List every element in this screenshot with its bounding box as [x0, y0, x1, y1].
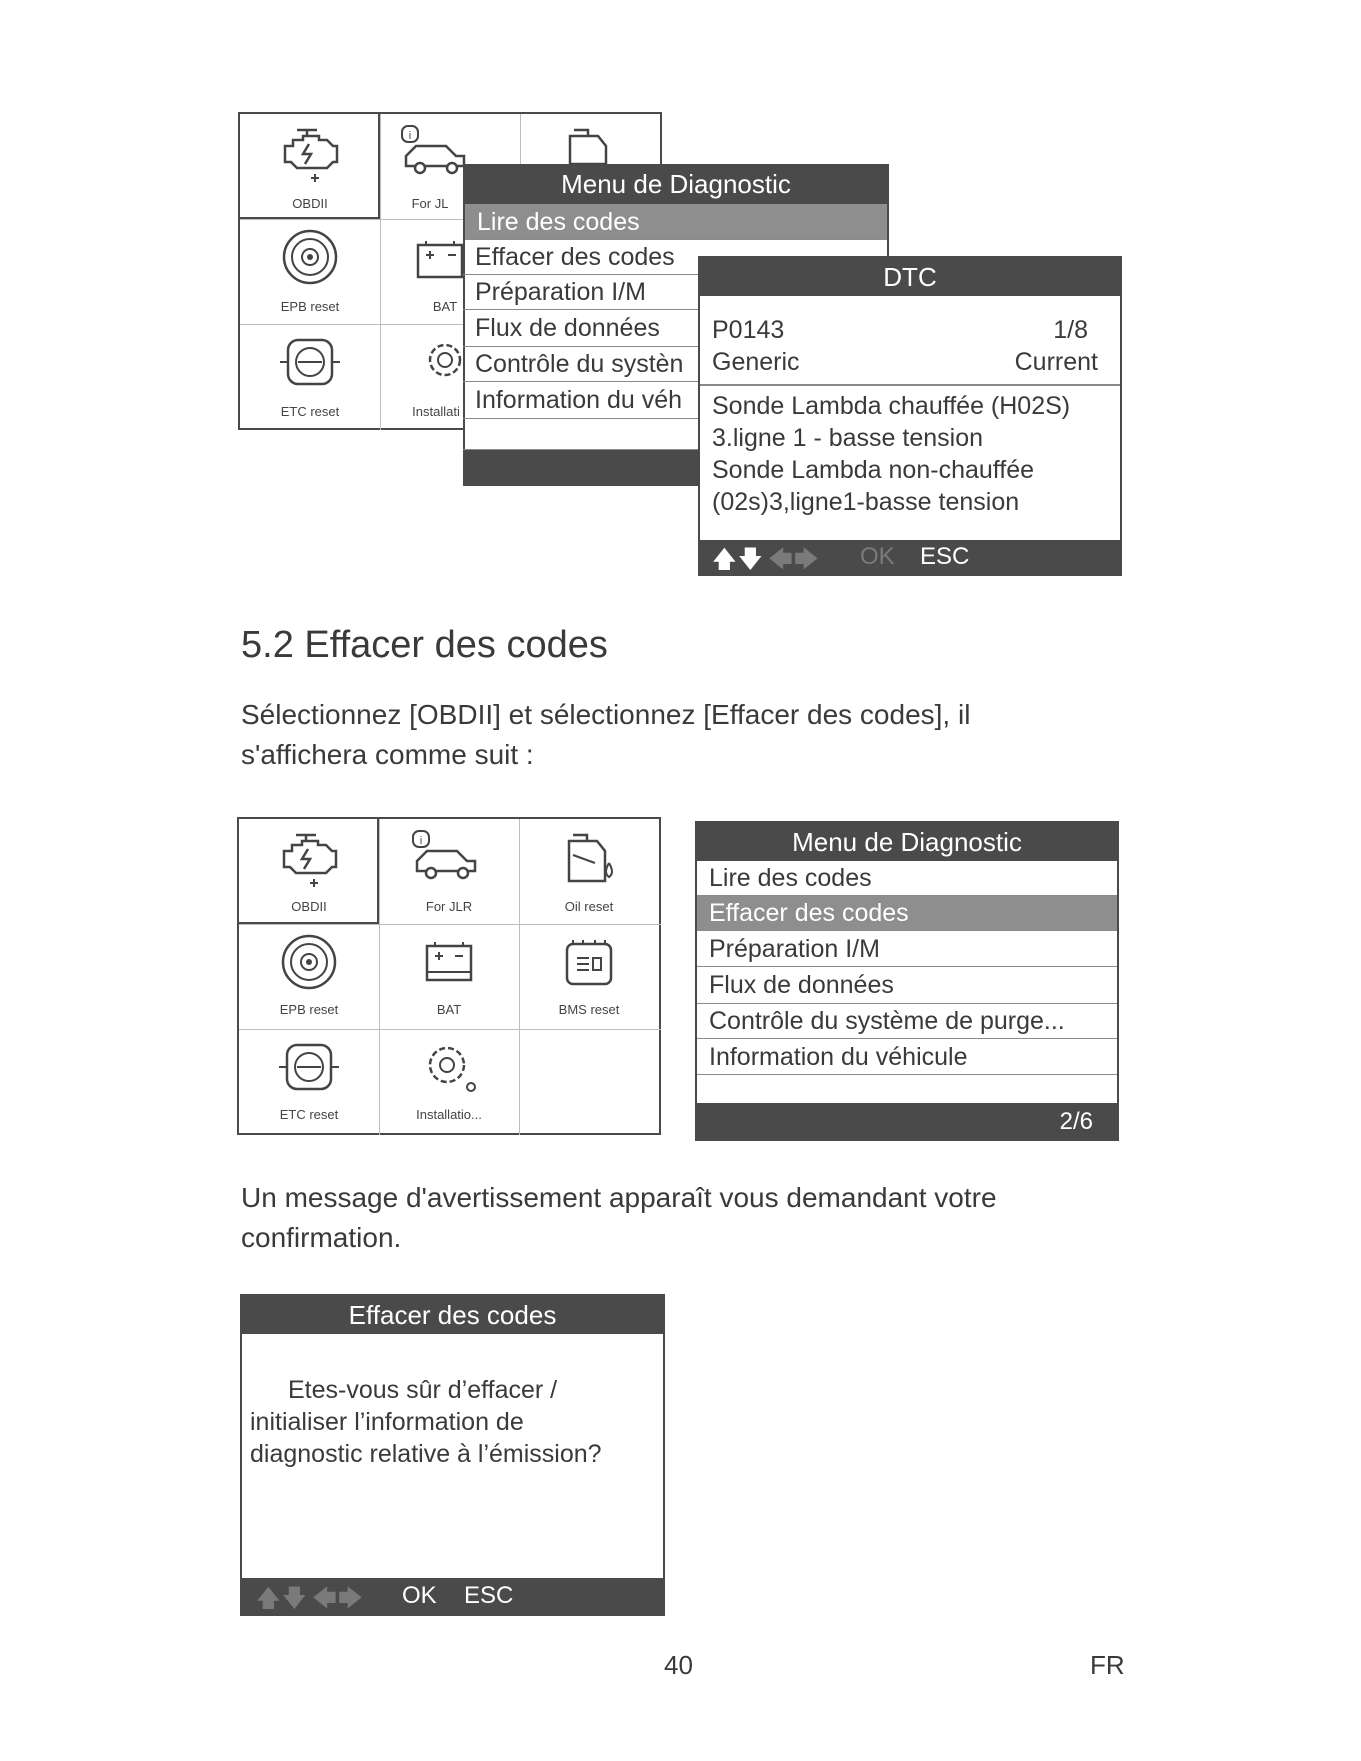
tile-etc-label: ETC reset — [280, 404, 340, 419]
confirm-line-1: Etes-vous sûr d’effacer / — [288, 1376, 558, 1404]
tile-jlr-label: For JLR — [425, 899, 473, 914]
brake-disc-icon — [280, 227, 340, 287]
menu-item-data-stream[interactable]: Flux de données — [697, 967, 1117, 1004]
confirm-bottom-bar — [242, 1578, 663, 1614]
language-code: FR — [1090, 1650, 1125, 1680]
dtc-desc-1: Sonde Lambda chauffée (H02S) — [712, 392, 1071, 420]
svg-text:i: i — [408, 130, 412, 142]
dtc-type: Generic — [712, 348, 800, 376]
paragraph-1-line-1: Sélectionnez [OBDII] et sélectionnez [Effacer des codes], il — [241, 699, 971, 730]
menu-item-im-prep[interactable]: Préparation I/M — [697, 931, 1117, 967]
bms-icon — [559, 936, 619, 990]
oil-can-icon — [560, 124, 620, 164]
dtc-desc-4: (02s)3,ligne1-basse tension — [712, 488, 1020, 516]
tile-jlr[interactable] — [379, 819, 519, 924]
diagnostic-menu — [695, 821, 1119, 1141]
car-icon — [409, 829, 489, 889]
arrow-up-icon[interactable]: 🡅 — [712, 546, 737, 573]
dtc-code: P0143 — [712, 316, 785, 344]
confirm-dialog — [240, 1294, 665, 1616]
menu-item-erase-codes[interactable]: Effacer des codes — [697, 896, 1117, 931]
dtc-title: DTC — [700, 258, 1120, 296]
arrow-down-icon: 🡇 — [282, 1585, 307, 1612]
tile-install-label: Installatio... — [416, 1107, 482, 1122]
paragraph-1-line-2: s'affichera comme suit : — [241, 739, 534, 770]
dtc-desc-3: Sonde Lambda non-chauffée — [712, 456, 1035, 484]
ok-button: OK — [860, 543, 895, 570]
icon-grid — [237, 817, 661, 1135]
page-indicator: 2/6 — [1059, 1108, 1093, 1135]
tile-obdii[interactable] — [239, 819, 379, 924]
paragraph-2-line-1: Un message d'avertissement apparaît vous demandant votre — [241, 1182, 997, 1213]
throttle-icon — [278, 334, 342, 390]
dtc-status: Current — [1014, 348, 1098, 376]
arrow-right-icon: 🡆 — [794, 546, 819, 573]
oil-can-icon — [559, 829, 619, 889]
menu-item-erase-codes[interactable]: Effacer des codes — [463, 240, 889, 275]
tile-etc[interactable] — [239, 1029, 379, 1135]
menu-title: Menu de Diagnostic — [463, 164, 889, 204]
dtc-screen — [698, 256, 1122, 576]
tile-epb-label: EPB reset — [280, 299, 340, 314]
brake-disc-icon — [279, 932, 339, 992]
tile-obdii-label: OBDII — [291, 899, 327, 914]
confirm-line-3: diagnostic relative à l’émission? — [250, 1440, 602, 1468]
tile-jlr-label: For JL — [411, 196, 449, 211]
paragraph-2-line-2: confirmation. — [241, 1222, 402, 1253]
paragraph-1 — [241, 695, 970, 775]
menu-item-purge-control[interactable]: Contrôle du système de purge... — [697, 1004, 1117, 1039]
tile-install[interactable] — [379, 1029, 519, 1135]
tile-bat[interactable] — [379, 924, 519, 1029]
arrow-right-icon: 🡆 — [338, 1585, 363, 1612]
menu-title: Menu de Diagnostic — [697, 823, 1117, 861]
tile-bms[interactable] — [519, 924, 659, 1029]
menu-item-data-stream[interactable]: Flux de données — [463, 310, 889, 347]
battery-icon — [419, 938, 479, 988]
page-number: 40 — [664, 1650, 693, 1680]
tile-bms-label: BMS reset — [558, 1002, 620, 1017]
menu-item-read-codes[interactable]: Lire des codes — [465, 204, 887, 240]
arrow-down-icon[interactable]: 🡇 — [738, 546, 763, 573]
dtc-desc-2: 3.ligne 1 - basse tension — [712, 424, 984, 452]
tile-bat-label: BAT — [436, 1002, 462, 1017]
arrow-left-icon: 🡄 — [768, 546, 793, 573]
tile-install-label: Installati — [412, 404, 460, 419]
engine-icon — [275, 126, 345, 182]
menu-item-vehicle-info[interactable]: Information du véhicule — [697, 1039, 1117, 1075]
arrow-up-icon: 🡅 — [256, 1585, 281, 1612]
paragraph-2 — [241, 1178, 997, 1258]
tile-obdii-label: OBDII — [292, 196, 328, 211]
tile-epb[interactable] — [239, 924, 379, 1029]
tile-oil[interactable] — [519, 819, 659, 924]
confirm-title: Effacer des codes — [242, 1296, 663, 1334]
tile-epb-label: EPB reset — [279, 1002, 339, 1017]
svg-text:i: i — [419, 835, 423, 847]
arrow-left-icon: 🡄 — [312, 1585, 337, 1612]
engine-icon — [274, 831, 344, 887]
tile-etc-label: ETC reset — [279, 1107, 339, 1122]
dtc-bottom-bar — [700, 540, 1120, 574]
dtc-count: 1/8 — [1053, 316, 1088, 344]
gear-icon — [417, 1037, 481, 1097]
menu-item-read-codes[interactable]: Lire des codes — [697, 861, 1117, 896]
esc-button[interactable]: ESC — [464, 1582, 514, 1609]
menu-item-vehicle-info[interactable]: Information du véh — [463, 382, 889, 419]
esc-button[interactable]: ESC — [920, 543, 970, 570]
tile-epb[interactable] — [240, 219, 380, 324]
menu-item-empty — [697, 1075, 1117, 1105]
ok-button[interactable]: OK — [402, 1582, 437, 1609]
menu-item-im-prep[interactable]: Préparation I/M — [463, 275, 889, 310]
throttle-icon — [277, 1039, 341, 1095]
tile-oil-label: Oil reset — [564, 899, 614, 914]
tile-bat-label: BAT — [432, 299, 458, 314]
section-heading: 5.2 Effacer des codes — [241, 624, 608, 666]
dtc-divider — [700, 384, 1120, 386]
menu-bottom-bar — [697, 1103, 1117, 1139]
menu-item-purge-control[interactable]: Contrôle du systèn — [463, 347, 889, 382]
confirm-line-2: initialiser l’information de — [250, 1408, 524, 1436]
